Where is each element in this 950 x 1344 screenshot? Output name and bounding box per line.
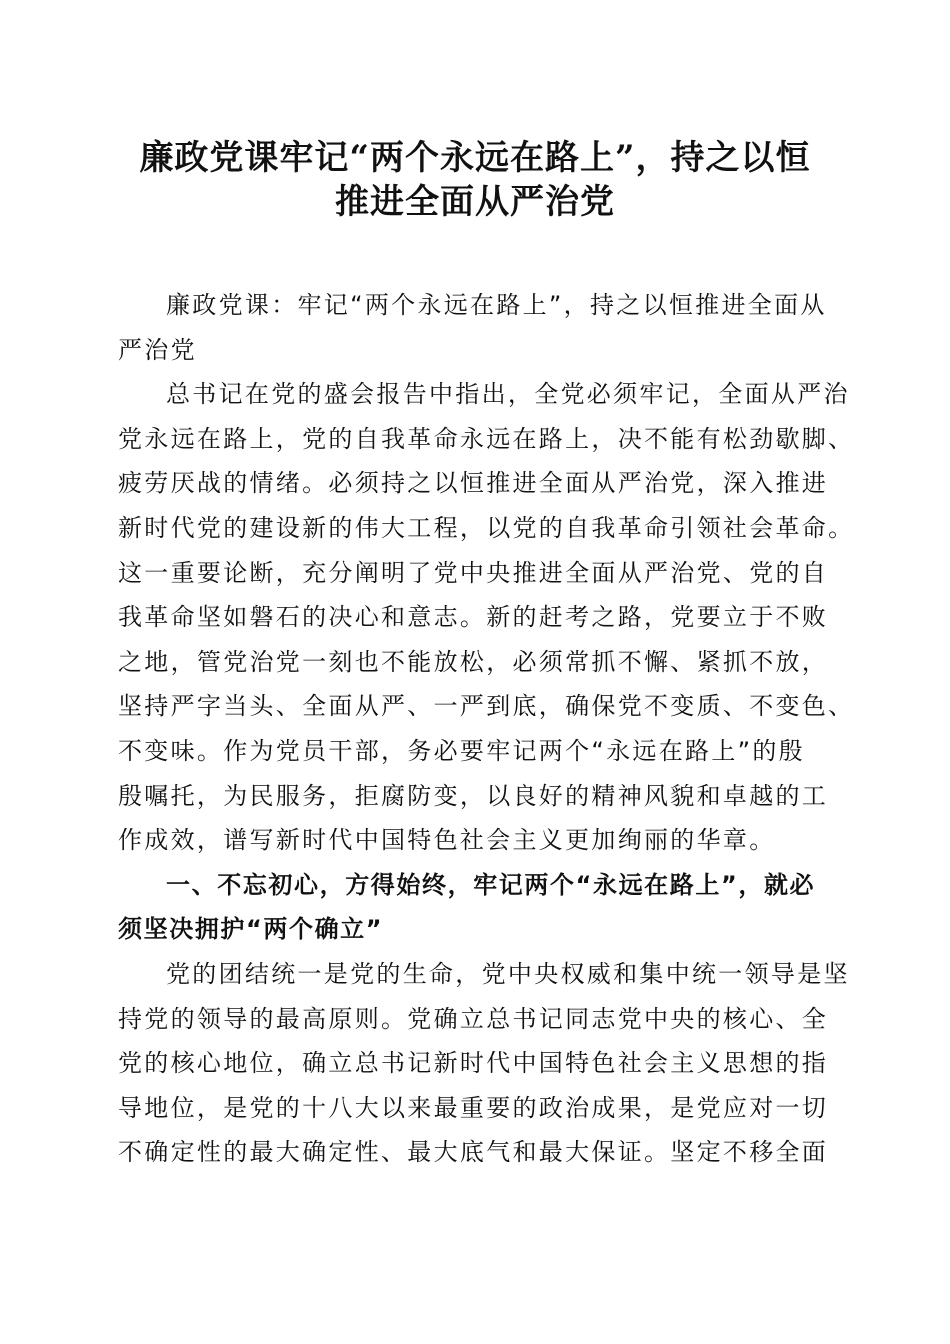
subtitle-paragraph xyxy=(118,283,833,372)
text-line: 党的核心地位，确立总书记新时代中国特色社会主义思想的指 xyxy=(118,1049,829,1078)
text-line: 总书记在党的盛会报告中指出，全党必须牢记，全面从严治 xyxy=(166,380,850,409)
text-line: 导地位，是党的十八大以来最重要的政治成果，是党应对一切 xyxy=(118,1093,829,1122)
title-line-1: 廉政党课牢记“两个永远在路上”，持之以恒 xyxy=(139,138,811,178)
section-paragraph xyxy=(118,952,850,1175)
heading-line: 一、不忘初心，方得始终，牢记两个“永远在路上”，就必 xyxy=(166,870,816,899)
text-line: 之地，管党治党一刻也不能放松，必须常抓不懈、紧抓不放， xyxy=(118,647,829,676)
document-body xyxy=(118,283,855,1175)
text-line: 党的团结统一是党的生命，党中央权威和集中统一领导是坚 xyxy=(166,959,850,988)
text-line: 我革命坚如磐石的决心和意志。新的赶考之路，党要立于不败 xyxy=(118,603,829,632)
heading-line: 须坚决拥护“两个确立” xyxy=(118,915,384,944)
text-line: 坚持严字当头、全面从严、一严到底，确保党不变质、不变色、 xyxy=(118,692,855,721)
title-line-2: 推进全面从严治党 xyxy=(335,182,615,222)
document-title xyxy=(100,136,850,224)
text-line: 党永远在路上，党的自我革命永远在路上，决不能有松劲歇脚、 xyxy=(118,424,855,453)
text-line: 严治党 xyxy=(118,335,197,364)
text-line: 不确定性的最大确定性、最大底气和最大保证。坚定不移全面 xyxy=(118,1138,829,1167)
text-line: 廉政党课：牢记“两个永远在路上”，持之以恒推进全面从 xyxy=(166,291,827,319)
text-line: 持党的领导的最高原则。党确立总书记同志党中央的核心、全 xyxy=(118,1004,829,1033)
intro-paragraph xyxy=(118,372,855,863)
text-line: 殷嘱托，为民服务，拒腐防变，以良好的精神风貌和卓越的工 xyxy=(118,781,829,810)
text-line: 不变味。作为党员干部，务必要牢记两个“永远在路上”的殷 xyxy=(118,736,805,765)
text-line: 疲劳厌战的情绪。必须持之以恒推进全面从严治党，深入推进 xyxy=(118,469,829,498)
text-line: 作成效，谱写新时代中国特色社会主义更加绚丽的华章。 xyxy=(118,826,776,855)
text-line: 这一重要论断，充分阐明了党中央推进全面从严治党、党的自 xyxy=(118,558,829,587)
section-heading xyxy=(118,863,833,952)
text-line: 新时代党的建设新的伟大工程，以党的自我革命引领社会革命。 xyxy=(118,513,855,542)
